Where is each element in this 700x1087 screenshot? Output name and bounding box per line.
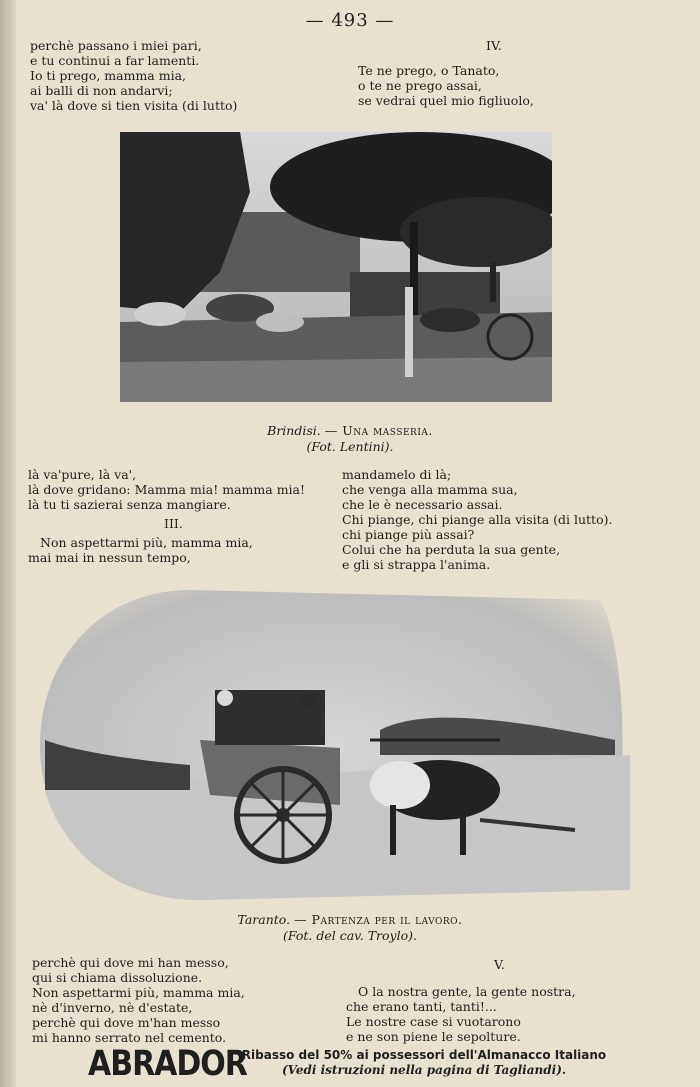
stanza-heading-iii: III. <box>164 516 183 531</box>
figure2-caption <box>0 912 700 944</box>
section3-left-column <box>32 955 245 1045</box>
verse-line: nè d'inverno, nè d'estate, <box>32 1000 193 1015</box>
verse-line: Non aspettarmi più, mamma mia, <box>32 985 245 1000</box>
page-number: — 493 — <box>305 10 395 31</box>
section1-right-column <box>358 38 628 108</box>
verse-line: che le è necessario assai. <box>342 497 503 512</box>
verse-line: o te ne prego assai, <box>358 78 482 93</box>
verse-line: chi piange più assai? <box>342 527 475 542</box>
verse-line: là tu ti sazierai senza mangiare. <box>28 497 231 512</box>
verse-line: mi hanno serrato nel cemento. <box>32 1030 227 1045</box>
promo-text <box>214 1048 634 1078</box>
verse-line: O la nostra gente, la gente nostra, <box>358 984 576 999</box>
verse-line: perchè qui dove mi han messo, <box>32 955 229 970</box>
promo-line: Ribasso del 50% ai possessori dell'Almanacco Italiano <box>241 1048 607 1062</box>
verse-line: là dove gridano: Mamma mia! mamma mia! <box>28 482 306 497</box>
verse-line: Io ti prego, mamma mia, <box>30 68 186 83</box>
verse-line: e ne son piene le sepolture. <box>346 1029 521 1044</box>
verse-line: là va'pure, là va', <box>28 467 137 482</box>
caption-place: Taranto. <box>237 912 291 927</box>
caption-title: — Partenza per il lavoro. <box>294 912 463 927</box>
verse-line: Chi piange, chi piange alla visita (di lutto). <box>342 512 613 527</box>
section3-right-column <box>346 957 646 1044</box>
verse-line: Colui che ha perduta la sua gente, <box>342 542 561 557</box>
verse-line: qui si chiama dissoluzione. <box>32 970 203 985</box>
caption-credit: (Fot. Lentini). <box>306 439 394 454</box>
ox-cart-photo-image <box>40 590 630 900</box>
verse-line: va' là dove si tien visita (di lutto) <box>30 98 238 113</box>
verse-line: Le nostre case si vuotarono <box>346 1014 521 1029</box>
section2-right-column <box>342 467 682 572</box>
verse-line: Te ne prego, o Tanato, <box>358 63 500 78</box>
verse-line: mandamelo di là; <box>342 467 452 482</box>
verse-line: e tu continui a far lamenti. <box>30 53 200 68</box>
verse-line: perchè passano i miei pari, <box>30 38 202 53</box>
farmhouse-photo <box>120 132 552 402</box>
section2-left-column <box>28 467 305 565</box>
figure1-caption <box>0 423 700 455</box>
verse-line: se vedrai quel mio figliuolo, <box>358 93 534 108</box>
stanza-heading-iv: IV. <box>486 38 502 53</box>
farmhouse-photo-image <box>120 132 552 402</box>
verse-line: e gli si strappa l'anima. <box>342 557 491 572</box>
caption-title: — Una masseria. <box>324 423 433 438</box>
verse-line: Non aspettarmi più, mamma mia, <box>40 535 253 550</box>
advertisement-footer <box>88 1044 688 1084</box>
verse-line: che erano tanti, tanti!... <box>346 999 497 1014</box>
promo-subline: (Vedi istruzioni nella pagina di Tagliandi). <box>281 1063 567 1077</box>
stanza-heading-v: V. <box>494 957 505 972</box>
verse-line: perchè qui dove m'han messo <box>32 1015 221 1030</box>
brand-name: ABRADOR <box>88 1044 247 1085</box>
caption-place: Brindisi. <box>267 423 321 438</box>
verse-line: che venga alla mamma sua, <box>342 482 518 497</box>
caption-credit: (Fot. del cav. Troylo). <box>283 928 417 943</box>
section1-left-column <box>30 38 237 113</box>
verse-line: mai mai in nessun tempo, <box>28 550 191 565</box>
ox-cart-photo <box>40 590 630 900</box>
verse-line: ai balli di non andarvi; <box>30 83 173 98</box>
